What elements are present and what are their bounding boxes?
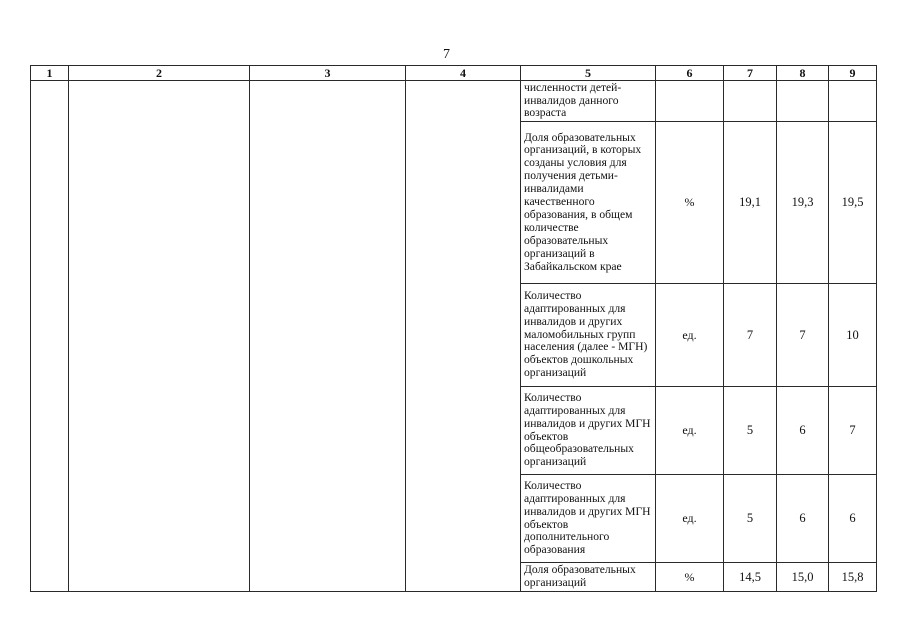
value-cell-col8: 6: [777, 475, 829, 563]
empty-cell-col1: [31, 81, 69, 592]
table-row: [31, 81, 877, 122]
indicator-cell: Доля образовательных организаций: [521, 563, 656, 592]
value-cell-col9: 10: [829, 284, 877, 387]
value-cell-col9: 15,8: [829, 563, 877, 592]
column-number-row: [31, 66, 877, 81]
unit-cell: [656, 81, 724, 122]
value-cell-col8: 15,0: [777, 563, 829, 592]
indicators-table: [30, 65, 877, 592]
value-cell-col7: 5: [724, 475, 777, 563]
value-cell-col7: 19,1: [724, 122, 777, 284]
column-number-4: 4: [406, 66, 521, 81]
column-number-9: 9: [829, 66, 877, 81]
value-cell-col9: 7: [829, 387, 877, 475]
value-cell-col8: 19,3: [777, 122, 829, 284]
empty-cell-col4: [406, 81, 521, 592]
value-cell-col7: [724, 81, 777, 122]
column-number-6: 6: [656, 66, 724, 81]
indicator-cell: Доля образовательных организаций, в которых созданы условия для получения детьми-инвалидами качественного образования, в общем количестве образовательных организаций в Забайкальском крае: [521, 122, 656, 284]
indicator-cell: Количество адаптированных для инвалидов и других МГН объектов общеобразовательных организаций: [521, 387, 656, 475]
empty-cell-col2: [69, 81, 250, 592]
column-number-2: 2: [69, 66, 250, 81]
value-cell-col8: [777, 81, 829, 122]
value-cell-col7: 14,5: [724, 563, 777, 592]
column-number-8: 8: [777, 66, 829, 81]
column-number-5: 5: [521, 66, 656, 81]
empty-cell-col3: [250, 81, 406, 592]
value-cell-col9: [829, 81, 877, 122]
value-cell-col8: 6: [777, 387, 829, 475]
column-number-3: 3: [250, 66, 406, 81]
value-cell-col9: 19,5: [829, 122, 877, 284]
value-cell-col9: 6: [829, 475, 877, 563]
value-cell-col8: 7: [777, 284, 829, 387]
unit-cell: %: [656, 563, 724, 592]
unit-cell: ед.: [656, 475, 724, 563]
indicator-cell: численности детей-инвалидов данного возраста: [521, 81, 656, 122]
value-cell-col7: 7: [724, 284, 777, 387]
value-cell-col7: 5: [724, 387, 777, 475]
column-number-7: 7: [724, 66, 777, 81]
indicator-cell: Количество адаптированных для инвалидов и других маломобильных групп населения (далее - МГН) объектов дошкольных организаций: [521, 284, 656, 387]
unit-cell: %: [656, 122, 724, 284]
indicator-cell: Количество адаптированных для инвалидов и других МГН объектов дополнительного образования: [521, 475, 656, 563]
unit-cell: ед.: [656, 387, 724, 475]
column-number-1: 1: [31, 66, 69, 81]
page-number: 7: [443, 47, 450, 62]
unit-cell: ед.: [656, 284, 724, 387]
